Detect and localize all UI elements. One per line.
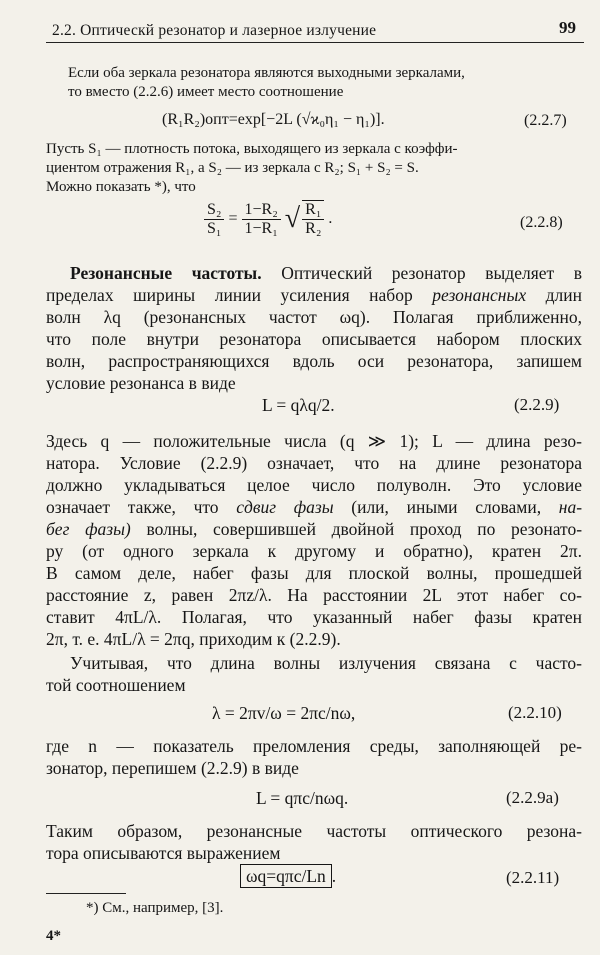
text-line: циентом отражения R₁, а S₂ — из зеркала с R₂; S₁ + S₂ = S. [46, 160, 419, 176]
text-line: должно укладываться целое число полуволн. Это условие [46, 475, 582, 495]
text-line: расстояние z, равен 2πz/λ. На расстоянии 2L этот набег со- [46, 585, 582, 605]
text-line: той соотношением [46, 675, 186, 695]
paragraph-resonant-frequencies [46, 262, 582, 394]
section-heading: Резонансные частоты. [70, 263, 262, 283]
text-fragment: (или, иными словами, [351, 497, 542, 517]
equation-number: (2.2.10) [508, 703, 562, 722]
equation-number: (2.2.9a) [506, 788, 559, 807]
text-fragment: длин [545, 285, 583, 305]
text-fragment: Оптический резонатор выделяет в [281, 263, 583, 283]
text-line: что поле внутри резонатора описывается набором плоских [46, 329, 582, 349]
paragraph-conclusion [46, 820, 582, 864]
text-line: то вместо (2.2.6) имеет место соотношение [68, 84, 344, 100]
emphasis: сдвиг фазы [236, 497, 334, 517]
footnote: *) См., например, [3]. [86, 900, 224, 916]
text-line: волн, распространяющихся вдоль оси резонатора, запишем [46, 351, 582, 371]
equation-2-2-9: L = qλq/2. [262, 395, 335, 415]
equation-2-2-10: λ = 2πv/ω = 2πc/nω, [212, 703, 356, 723]
text-line: тора описываются выражением [46, 843, 281, 863]
equation-lhs: (R₁R₂)опт [162, 111, 229, 128]
text-line: В самом деле, набег фазы для плоской волны, прошедшей [46, 563, 582, 583]
text-line: Пусть S₁ — плотность потока, выходящего из зеркала с коэффи- [46, 141, 458, 157]
equation-number: (2.2.7) [524, 112, 567, 129]
emphasis: на- [558, 497, 583, 517]
intro-paragraph [68, 64, 465, 102]
numerator: S₂ [204, 201, 224, 220]
text-line [46, 652, 582, 674]
emphasis: бег фазы) [46, 519, 131, 539]
fraction-s [204, 201, 224, 238]
fraction-r [242, 201, 281, 238]
numerator: 1−R₂ [242, 201, 281, 220]
pust-paragraph [46, 140, 457, 197]
boxed-formula: ωq=qπc/Ln [240, 864, 332, 888]
page-number: 99 [559, 18, 576, 37]
equation-2-2-11 [240, 866, 336, 887]
text-line: 2π, т. е. 4πL/λ = 2πq, приходим к (2.2.9). [46, 629, 341, 649]
text-line: Таким образом, резонансные частоты оптического резона- [46, 821, 582, 841]
text-line: Можно показать *), что [46, 179, 196, 195]
text-line [46, 496, 582, 518]
text-fragment: волны, совершившей двойной проход по резонато- [146, 519, 583, 539]
text-line: условие резонанса в виде [46, 373, 236, 393]
text-line: Если оба зеркала резонатора являются выходными зеркалами, [68, 65, 465, 81]
radical-sign: √ [284, 203, 301, 234]
paragraph-wavelength [46, 652, 582, 696]
equation-number: (2.2.9) [514, 395, 560, 414]
text-line: ставит 4πL/λ. Полагая, что указанный набег фазы кратен [46, 607, 582, 627]
equation-2-2-7 [162, 111, 385, 129]
footnote-rule [46, 893, 126, 894]
text-line [46, 518, 582, 540]
equation-2-2-8: $\frac{\text{S₂}}{\text{S₁}}$ = $\frac{\text{1−R₂}}{\text{1−R₁}}$ √ $\frac{\text{R₁}}{\text{R₂}}$ . [204, 200, 332, 238]
text-line: волн λq (резонансных частот ωq). Полагая приближенно, [46, 307, 582, 327]
paragraph-refractive-index [46, 735, 582, 779]
equation-number: (2.2.11) [506, 868, 560, 887]
text-fragment: Учитывая, что длина волны излучения связана с часто- [70, 653, 582, 673]
text-line: зонатор, перепишем (2.2.9) в виде [46, 758, 299, 778]
text-line: натора. Условие (2.2.9) означает, что на длине резонатора [46, 453, 582, 473]
text-line [46, 262, 582, 284]
text-line [46, 284, 582, 306]
radicand [302, 200, 324, 238]
text-line: Здесь q — положительные числа (q ≫ 1); L — длина резо- [46, 431, 582, 451]
formula-period: . [331, 866, 337, 886]
text-line: ру (от одного зеркала к другому и обратно), кратен 2π. [46, 541, 582, 561]
denominator: R₂ [305, 220, 322, 237]
equation-rhs: =exp[−2L (√ϰ₀η₁ − η₁)]. [228, 111, 385, 128]
emphasis: резонансных [432, 285, 527, 305]
denominator: 1−R₁ [244, 219, 278, 237]
equation-number: (2.2.8) [520, 214, 563, 231]
paragraph-condition [46, 430, 582, 650]
running-title: 2.2. Оптическй резонатор и лазерное излучение [52, 22, 377, 39]
text-fragment: пределах ширины линии усиления набор [46, 285, 413, 305]
numerator: R₁ [302, 201, 324, 220]
equation-2-2-9a: L = qπc/nωq. [256, 788, 349, 808]
running-header [46, 10, 584, 43]
printer-signature: 4* [46, 928, 61, 944]
denominator: S₁ [207, 219, 222, 237]
text-line: где n — показатель преломления среды, заполняющей ре- [46, 736, 582, 756]
text-fragment: означает также, что [46, 497, 219, 517]
